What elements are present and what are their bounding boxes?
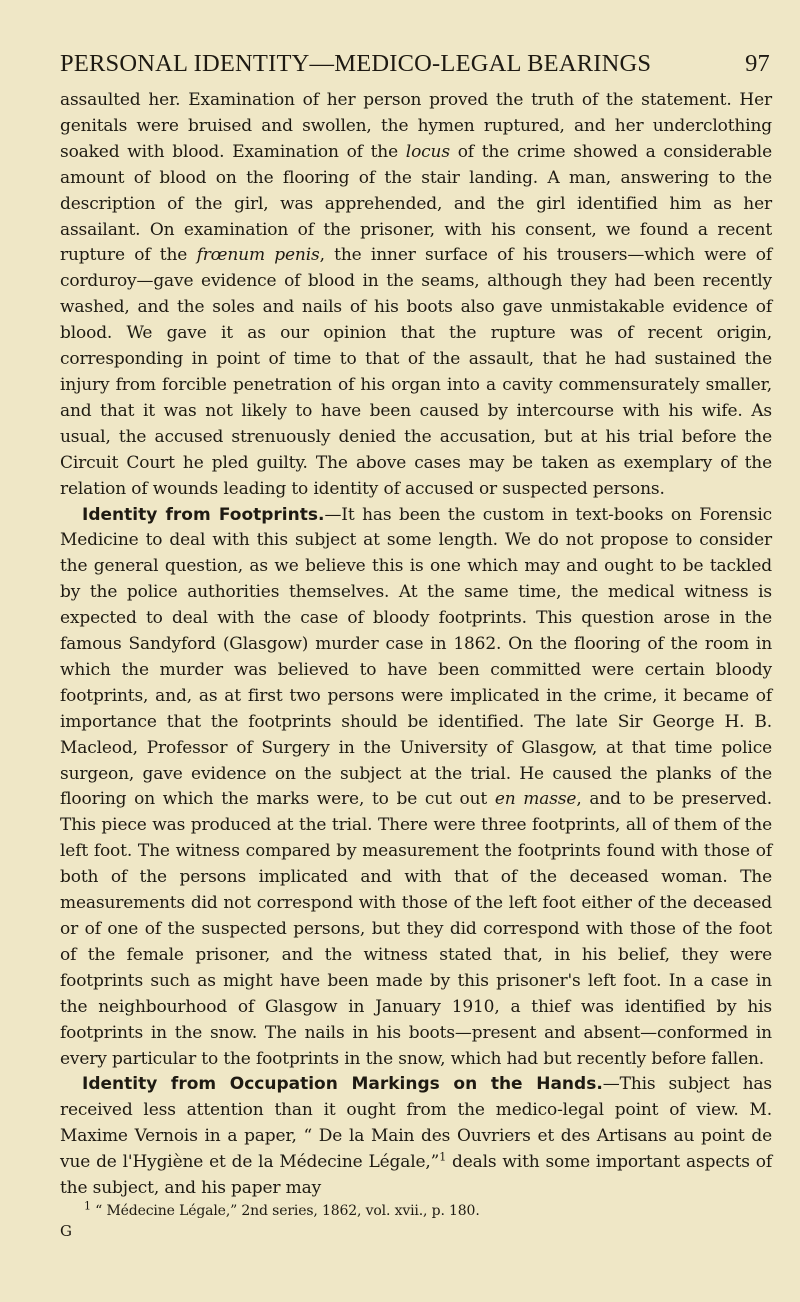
text-run: of the crime showed a considerable amount of blood on the flooring of the stair landing. A man, answering to the description of the girl, was apprehended, and the girl identified him as her assailant. On examination of the prisoner, with his consent, we found a recent rupture of the: [60, 141, 773, 266]
footnote-text: “ Médecine Légale,” 2nd series, 1862, vol. xvii., p. 180.: [95, 1202, 480, 1219]
paragraph-occupation-markings: [60, 1072, 772, 1202]
text-run: , the inner surface of his trousers—which were of corduroy—gave evidence of blood in the seams, although they had been recently washed, and the soles and nails of his boots also gave unmistakable evidence of blood. We gave it as our opinion that the rupture was of recent origin, corresponding in point of time to that of the assault, that he had sustained the injury from forcible penetration of his organ into a cavity commensurately smaller, and that it was not likely to have been caused by intercourse with his wife. As usual, the accused strenuously denied the accusation, but at his trial before the Circuit Court he pled guilty. The above cases may be taken as exemplary of the relation of wounds leading to identity of accused or suspected persons.: [60, 245, 772, 499]
footnote-marker: 1: [84, 1199, 91, 1213]
text-run: assaulted her. Examination of her person proved the truth of the statement. Her genitals were bruised and swollen, the hymen ruptured, and her underclothing soaked with blood. Examination of the: [60, 90, 772, 162]
italic-term-fraenum: frœnum penis: [196, 245, 320, 266]
text-run: deals with some important aspects of the subject, and his paper may: [60, 1152, 772, 1199]
italic-term-locus: locus: [405, 141, 450, 162]
section-heading-occupation: Identity from Occupation Markings on the Hands.: [82, 1074, 603, 1095]
footnote: [60, 1199, 772, 1221]
italic-term-en-masse: en masse: [494, 789, 577, 810]
running-title: PERSONAL IDENTITY—MEDICO-LEGAL BEARINGS: [60, 50, 652, 77]
text-run: —This subject has received less attention than it ought from the medico-legal point of view. M. Maxime Vernois in a paper, “ De la Main des Ouvriers et des Artisans au point de vue de l'Hygiène et de la Médecine Légale,”: [60, 1074, 772, 1173]
running-header: [60, 50, 772, 78]
paragraph-assault-case: [60, 88, 772, 503]
paragraph-footprints: [60, 503, 772, 1073]
page-number: 97: [745, 50, 770, 77]
footnote-reference: 1: [439, 1150, 447, 1164]
section-heading-footprints: Identity from Footprints.: [82, 504, 325, 525]
signature-mark: G: [60, 1221, 72, 1240]
text-run: , and to be preserved. This piece was produced at the trial. There were three footprints, all of them of the left foot. The witness compared by measurement the footprints found with those of both of the persons implicated and with that of the deceased woman. The measurements did not correspond with those of the left foot either of the deceased or of one of the suspected persons, but they did correspond with those of the foot of the female prisoner, and the witness stated that, in his belief, they were footprints such as might have been made by this prisoner's left foot. In a case in the neighbourhood of Glasgow in January 1910, a thief was identified by his footprints in the snow. The nails in his boots—present and absent—conformed in every particular to the footprints in the snow, which had but recently before fallen.: [60, 789, 772, 1069]
text-run: —It has been the custom in text-books on Forensic Medicine to deal with this subject at some length. We do not propose to consider the general question, as we believe this is one which may and ought to be tackled by the police authorities themselves. At the same time, the medical witness is expected to deal with the case of bloody footprints. This question arose in the famous Sandyford (Glasgow) murder case in 1862. On the flooring of the room in which the murder was believed to have been committed were certain bloody footprints, and, as at first two persons were implicated in the crime, it became of importance that the footprints should be identified. The late Sir George H. B. Macleod, Professor of Surgery in the University of Glasgow, at that time police surgeon, gave evidence on the subject at the trial. He caused the planks of the flooring on which the marks were, to be cut out: [60, 504, 772, 810]
body-text: [60, 88, 772, 1241]
